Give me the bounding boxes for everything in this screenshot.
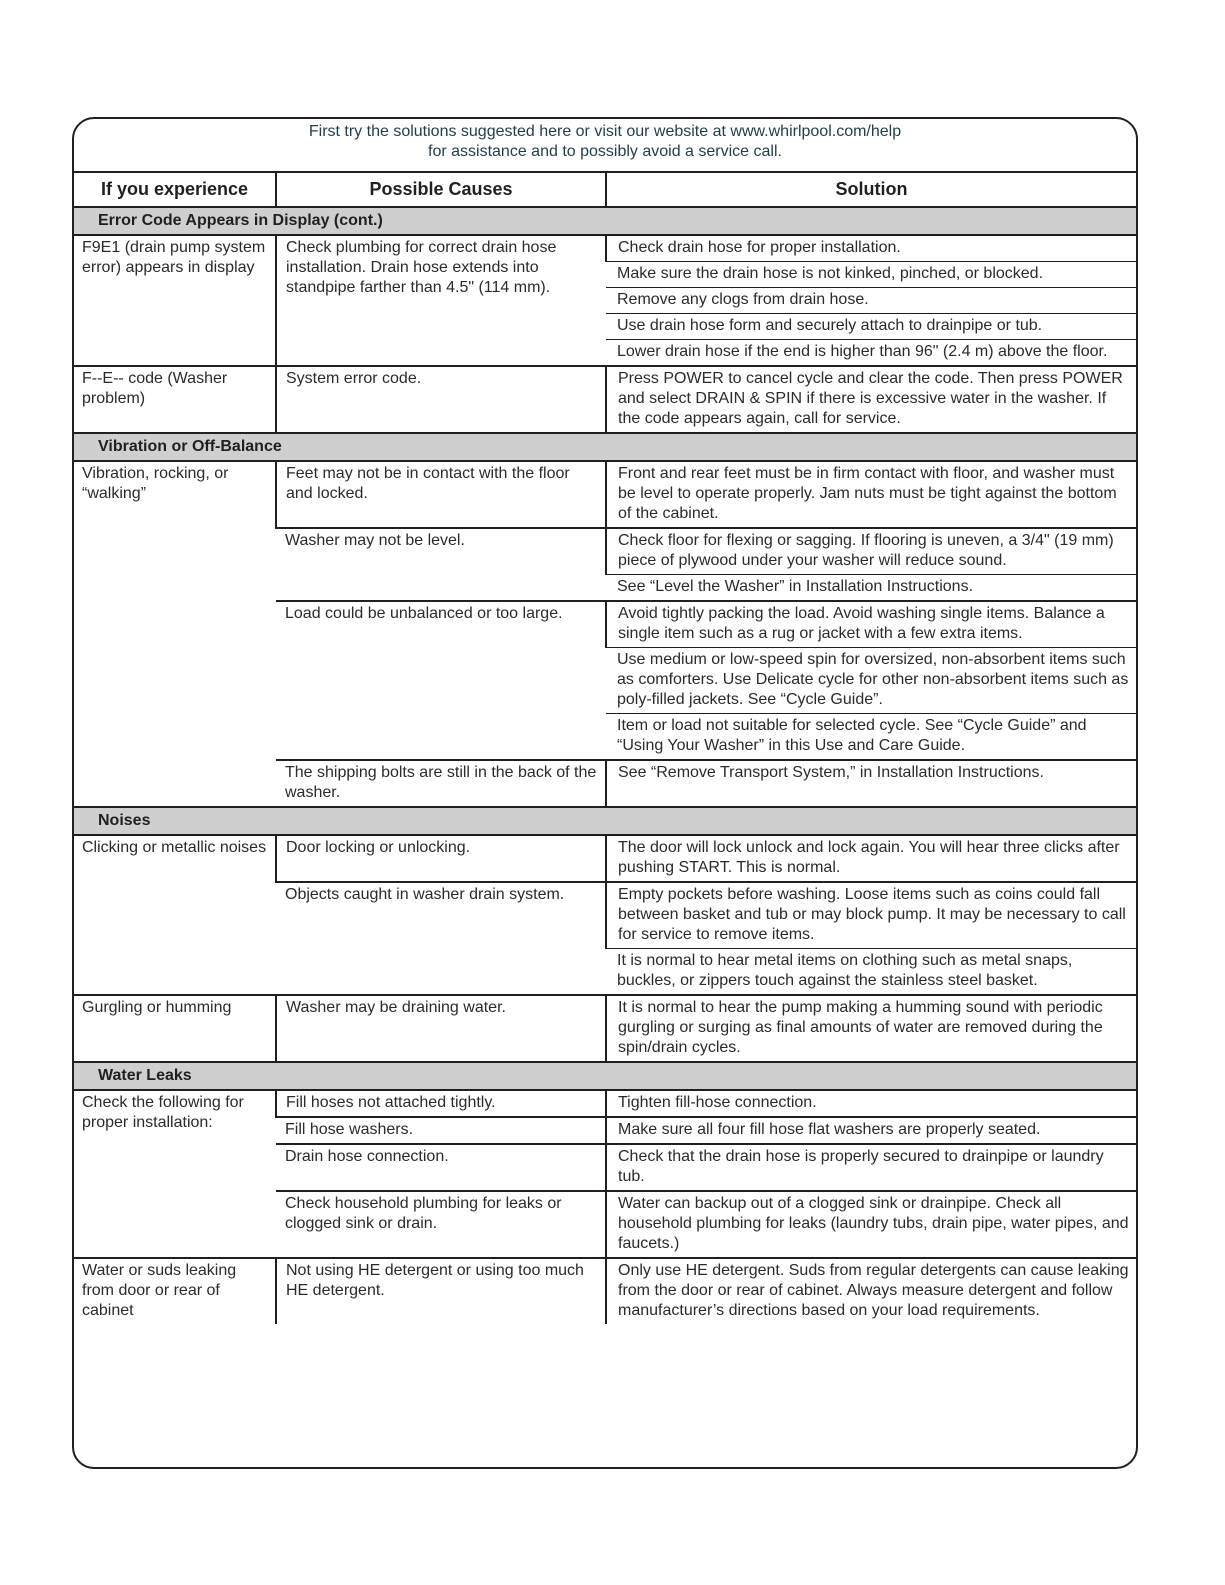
cause-cell: Check household plumbing for leaks or clogged sink or drain.	[276, 1191, 606, 1258]
section-header-row	[74, 807, 1136, 835]
experience-cell: Vibration, rocking, or “walking”	[82, 465, 229, 502]
cause-cell: Feet may not be in contact with the floor and locked.	[276, 461, 606, 528]
troubleshooting-table-frame	[72, 117, 1138, 1469]
solution-cell: Only use HE detergent. Suds from regular detergents can cause leaking from the door or rear of cabinet. Always measure detergent and follow manufacturer’s directions based on your load requirements.	[606, 1258, 1136, 1324]
table-row	[74, 235, 1136, 262]
solution-cell: Lower drain hose if the end is higher than 96" (2.4 m) above the floor.	[617, 343, 1108, 360]
cause-cell: Objects caught in washer drain system.	[276, 882, 606, 995]
section-title: Vibration or Off-Balance	[74, 433, 1136, 461]
experience-cell: Check the following for proper installation:	[82, 1094, 244, 1131]
cause-cell: Fill hoses not attached tightly.	[276, 1090, 606, 1117]
intro-banner	[74, 119, 1136, 173]
solution-cell: See “Remove Transport System,” in Installation Instructions.	[606, 760, 1136, 807]
banner-line-1: First try the solutions suggested here or visit our website at www.whirlpool.com/help	[308, 123, 902, 140]
solution-cell: Water can backup out of a clogged sink or drainpipe. Check all household plumbing for leaks (laundry tubs, drain pipe, water pipes, and faucets.)	[606, 1191, 1136, 1258]
cause-cell: Washer may be draining water.	[276, 995, 606, 1062]
cause-cell: The shipping bolts are still in the back of the washer.	[276, 760, 606, 807]
solution-cell: The door will lock unlock and lock again. You will hear three clicks after pushing START. This is normal.	[606, 835, 1136, 882]
experience-cell: F--E-- code (Washer problem)	[74, 366, 276, 433]
section-header-row	[74, 433, 1136, 461]
solution-cell: Use drain hose form and securely attach to drainpipe or tub.	[606, 314, 1136, 340]
table-row	[74, 366, 1136, 433]
section-title: Water Leaks	[74, 1062, 1136, 1090]
cause-cell: System error code.	[276, 366, 606, 433]
experience-cell: Water or suds leaking from door or rear of cabinet	[74, 1258, 276, 1324]
cause-cell: Not using HE detergent or using too much HE detergent.	[276, 1258, 606, 1324]
cause-cell: Check plumbing for correct drain hose installation. Drain hose extends into standpipe farther than 4.5" (114 mm).	[276, 235, 606, 366]
solution-cell: It is normal to hear metal items on clothing such as metal snaps, buckles, or zippers touch against the stainless steel basket.	[617, 952, 1073, 989]
solution-cell: Tighten fill-hose connection.	[606, 1090, 1136, 1117]
solution-cell: Check floor for flexing or sagging. If flooring is uneven, a 3/4" (19 mm) piece of plywood under your washer will reduce sound.	[606, 528, 1136, 575]
solution-cell: It is normal to hear the pump making a humming sound with periodic gurgling or surging as final amounts of water are removed during the spin/drain cycles.	[606, 995, 1136, 1062]
experience-cell: F9E1 (drain pump system error) appears in display	[82, 239, 266, 276]
table-row	[74, 835, 1136, 882]
table-row	[74, 1258, 1136, 1324]
solution-cell: Empty pockets before washing. Loose items such as coins could fall between basket and tub or may block pump. It may be necessary to call for service to remove items.	[606, 882, 1136, 949]
table-row	[74, 461, 1136, 528]
solution-cell: Press POWER to cancel cycle and clear the code. Then press POWER and select DRAIN & SPIN if there is excessive water in the washer. If the code appears again, call for service.	[606, 366, 1136, 433]
section-header-row	[74, 1062, 1136, 1090]
header-row	[74, 173, 1136, 207]
header-causes: Possible Causes	[276, 173, 606, 207]
experience-cell: Clicking or metallic noises	[82, 839, 267, 856]
solution-cell: Use medium or low-speed spin for oversized, non-absorbent items such as comforters. Use Delicate cycle for other non-absorbent items such as poly-filled jackets. See “Cycle Guide”.	[606, 648, 1136, 714]
section-title: Noises	[74, 807, 1136, 835]
solution-cell: See “Level the Washer” in Installation Instructions.	[617, 578, 974, 595]
solution-cell: Make sure the drain hose is not kinked, pinched, or blocked.	[606, 262, 1136, 288]
cause-cell: Load could be unbalanced or too large.	[276, 601, 606, 760]
banner-line-2: for assistance and to possibly avoid a service call.	[428, 143, 782, 160]
table-row	[74, 995, 1136, 1062]
solution-cell: Make sure all four fill hose flat washers are properly seated.	[606, 1117, 1136, 1144]
experience-cell: Gurgling or humming	[74, 995, 276, 1062]
solution-cell: Front and rear feet must be in firm contact with floor, and washer must be level to operate properly. Jam nuts must be tight against the bottom of the cabinet.	[606, 461, 1136, 528]
solution-cell: Check that the drain hose is properly secured to drainpipe or laundry tub.	[606, 1144, 1136, 1191]
section-title: Error Code Appears in Display (cont.)	[74, 207, 1136, 235]
solution-cell: Check drain hose for proper installation.	[606, 235, 1136, 262]
table-row	[74, 1090, 1136, 1117]
troubleshooting-table	[74, 173, 1136, 1324]
solution-cell: Item or load not suitable for selected cycle. See “Cycle Guide” and “Using Your Washer” in this Use and Care Guide.	[617, 717, 1087, 754]
solution-cell: Avoid tightly packing the load. Avoid washing single items. Balance a single item such as a rug or jacket with a few extra items.	[606, 601, 1136, 648]
cause-cell: Washer may not be level.	[276, 528, 606, 601]
section-header-row	[74, 207, 1136, 235]
cause-cell: Door locking or unlocking.	[276, 835, 606, 882]
cause-cell: Drain hose connection.	[276, 1144, 606, 1191]
table-body	[74, 207, 1136, 1324]
header-solution: Solution	[606, 173, 1136, 207]
cause-cell: Fill hose washers.	[276, 1117, 606, 1144]
header-experience: If you experience	[74, 173, 276, 207]
solution-cell: Remove any clogs from drain hose.	[606, 288, 1136, 314]
